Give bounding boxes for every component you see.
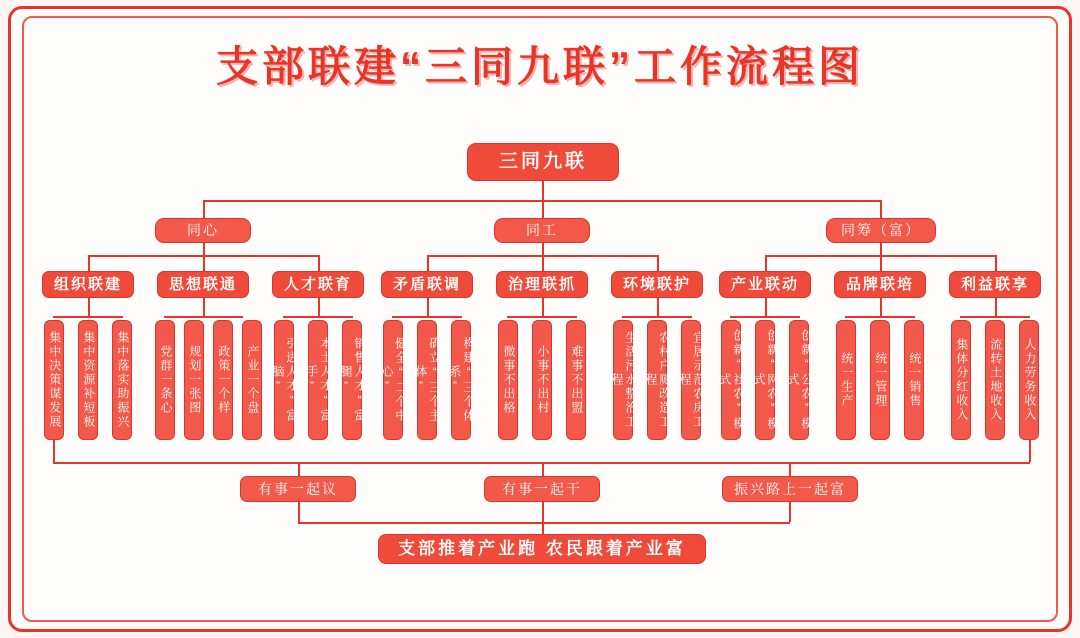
connector [283, 316, 353, 318]
connector [427, 255, 429, 271]
leaf-node: 创新“公农”模式 [789, 320, 809, 440]
connector [318, 298, 320, 316]
inner-frame [22, 16, 1058, 622]
leaf-node: 统一管理 [870, 320, 890, 440]
leaf-node: 引进人才“富脑” [274, 320, 294, 440]
group-node-2: 同工 [494, 218, 590, 243]
branch-node-pinpailianpei: 品牌联培 [834, 271, 926, 298]
leaf-node: 规划一张图 [184, 320, 204, 440]
connector [845, 316, 915, 318]
branch-node-liyilianxiang: 利益联享 [949, 271, 1041, 298]
branch-node-maodunliantiao: 矛盾联调 [381, 271, 473, 298]
leaf-node: 生活污水整治工程 [613, 320, 633, 440]
branch-node-chanyeliandong: 产业联动 [719, 271, 811, 298]
connector [880, 255, 882, 271]
branch-node-huanjinglianhu: 环境联护 [611, 271, 703, 298]
group-node-3: 同筹（富） [826, 218, 936, 243]
connector [730, 316, 800, 318]
connector [53, 316, 123, 318]
leaf-node: 健全“二个中心” [383, 320, 403, 440]
connector [507, 316, 577, 318]
leaf-node: 集中资源补短板 [78, 320, 98, 440]
connector [318, 255, 320, 271]
connector [542, 200, 544, 218]
connector [880, 243, 882, 255]
connector [960, 316, 1030, 318]
connector [622, 316, 692, 318]
group-node-1: 同心 [155, 218, 251, 243]
connector [88, 298, 90, 316]
outcome-node-3: 振兴路上一起富 [722, 476, 858, 502]
leaf-node: 统一销售 [904, 320, 924, 440]
leaf-node: 宜居示范农房工程 [681, 320, 701, 440]
page-title: 支部联建“三同九联”工作流程图 [215, 43, 864, 90]
leaf-node: 创新“网农”模式 [755, 320, 775, 440]
connector [765, 255, 767, 271]
leaf-node: 销售人才“富腿” [342, 320, 362, 440]
outcome-node-1: 有事一起议 [240, 476, 356, 502]
root-node: 三同九联 [467, 143, 619, 181]
leaf-node: 构建“三个体系” [451, 320, 471, 440]
connector [542, 181, 544, 200]
connector [298, 502, 300, 522]
footer-node: 支部推着产业跑 农民跟着产业富 [378, 534, 706, 564]
leaf-node: 产业一个盘 [242, 320, 262, 440]
connector [995, 298, 997, 316]
connector [657, 298, 659, 316]
branch-node-sixianglinagtong: 思想联通 [157, 271, 249, 298]
connector [53, 440, 55, 462]
connector [880, 200, 882, 218]
connector [427, 298, 429, 316]
connector [765, 298, 767, 316]
connector [203, 255, 205, 271]
connector [995, 255, 997, 271]
connector [789, 462, 791, 476]
leaf-node: 确立“三个主体” [417, 320, 437, 440]
connector [789, 502, 791, 522]
leaf-node: 集中决策谋发展 [44, 320, 64, 440]
connector [542, 243, 544, 255]
connector [542, 255, 544, 271]
leaf-node: 流转土地收入 [985, 320, 1005, 440]
leaf-node: 难事不出盟 [566, 320, 586, 440]
leaf-node: 小事不出村 [532, 320, 552, 440]
connector [164, 316, 243, 318]
connector [542, 502, 544, 534]
connector [1029, 440, 1031, 462]
leaf-node: 创新“社农”模式 [721, 320, 741, 440]
branch-node-rencailianyu: 人才联育 [272, 271, 364, 298]
leaf-node: 集中落实助振兴 [112, 320, 132, 440]
connector [392, 316, 462, 318]
branch-node-zuzhilianjian: 组织联建 [42, 271, 134, 298]
branch-node-zhililianzhua: 治理联抓 [496, 271, 588, 298]
connector [88, 255, 90, 271]
connector [657, 255, 659, 271]
connector [298, 462, 300, 476]
leaf-node: 人力劳务收入 [1019, 320, 1039, 440]
leaf-node: 党群一条心 [155, 320, 175, 440]
leaf-node: 微事不出格 [498, 320, 518, 440]
connector [203, 298, 205, 316]
leaf-node: 农村户厕改造工程 [647, 320, 667, 440]
connector [203, 243, 205, 255]
connector [542, 298, 544, 316]
connector [298, 522, 790, 524]
connector [542, 462, 544, 476]
leaf-node: 统一生产 [836, 320, 856, 440]
leaf-node: 集体分红收入 [951, 320, 971, 440]
connector [880, 298, 882, 316]
leaf-node: 政策一个样 [213, 320, 233, 440]
outcome-node-2: 有事一起干 [484, 476, 600, 502]
connector [203, 200, 205, 218]
leaf-node: 本土人才“富手” [308, 320, 328, 440]
